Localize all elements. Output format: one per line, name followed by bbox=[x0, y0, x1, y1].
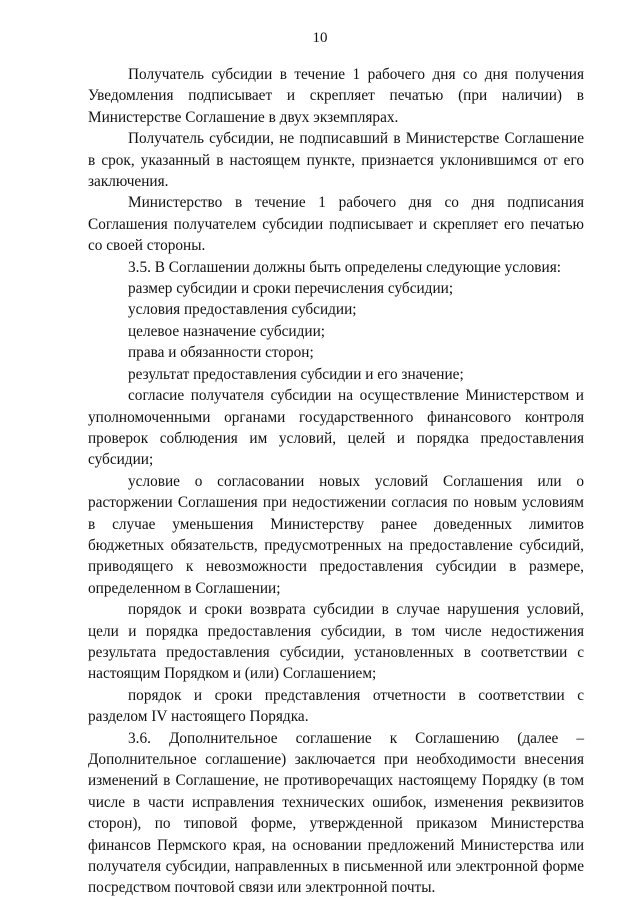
list-item-new-conditions: условие о согласовании новых условий Соглашения или о расторжении Соглашения при недостижении согласия по новым условиям в случае уменьшения Министерству ранее доведенных лимитов бюджетных обязательств, предусмотренных на предоставление субсидий, приводящего к невозможности предоставления субсидии в размере, определенном в Соглашении; bbox=[88, 472, 584, 597]
page-number: 10 bbox=[312, 30, 328, 46]
list-item-rights-obligations: права и обязанности сторон; bbox=[128, 344, 314, 362]
paragraph-signing-by-recipient: Получатель субсидии в течение 1 рабочего дня со дня получения Уведомления подписывает и скрепляет печатью (при наличии) в Министерстве Соглашение в двух экземплярах. bbox=[88, 66, 584, 126]
list-item-control-consent: согласие получателя субсидии на осуществление Министерством и уполномоченными органами государственного финансового контроля проверок соблюдения им условий, целей и порядка предоставления субсидии; bbox=[88, 387, 584, 469]
paragraph-clause-3-6: 3.6. Дополнительное соглашение к Соглашению (далее – Дополнительное соглашение) заключается при необходимости внесения изменений в Соглашение, не противоречащих настоящему Порядку (в том числе в части исправления технических ошибок, изменения реквизитов сторон), по типовой форме, утвержденной приказом Министерства финансов Пермского края, на основании предложений Министерства или получателя субсидии, направленных в письменной или электронной форме посредством почтовой связи или электронной почты. bbox=[88, 729, 584, 897]
list-item-return-procedure: порядок и сроки возврата субсидии в случае нарушения условий, цели и порядка предоставления субсидии, в том числе недостижения результата предоставления субсидии, установленных в соответствии с настоящим Порядком и (или) Соглашением; bbox=[88, 601, 584, 683]
list-item-conditions: условия предоставления субсидии; bbox=[128, 301, 357, 319]
list-item-purpose: целевое назначение субсидии; bbox=[128, 322, 326, 340]
list-item-reporting: порядок и сроки представления отчетности в соответствии с разделом IV настоящего Порядка. bbox=[88, 686, 584, 726]
document-body bbox=[88, 64, 584, 899]
paragraph-ministry-signing: Министерство в течение 1 рабочего дня со дня подписания Соглашения получателем субсидии подписывает и скрепляет его печатью со своей стороны. bbox=[88, 194, 584, 255]
paragraph-clause-3-5: 3.5. В Соглашении должны быть определены следующие условия: bbox=[128, 258, 562, 276]
paragraph-evasion: Получатель субсидии, не подписавший в Министерстве Соглашение в срок, указанный в настоящем пункте, признается уклонившимся от его заключения. bbox=[88, 130, 584, 191]
list-item-result: результат предоставления субсидии и его значение; bbox=[128, 365, 464, 383]
list-item-subsidy-amount: размер субсидии и сроки перечисления субсидии; bbox=[128, 280, 454, 298]
